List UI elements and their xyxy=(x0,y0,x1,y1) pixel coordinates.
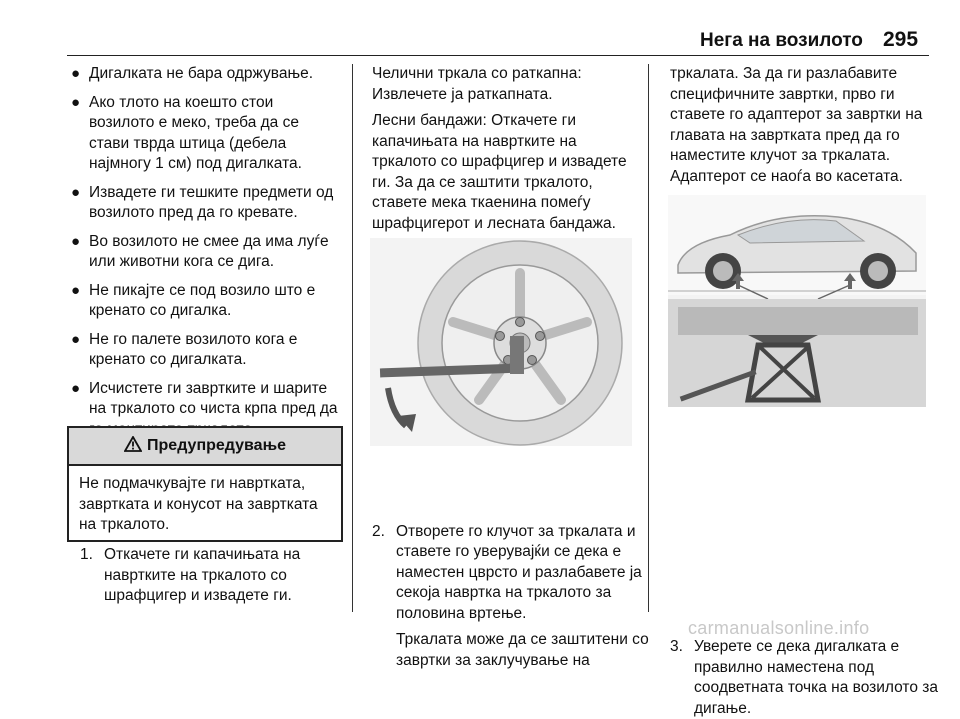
step-number: 3. xyxy=(670,638,683,655)
step-1 xyxy=(80,545,366,607)
warning-triangle-icon xyxy=(124,436,142,457)
bullet-item: ● Ако тлото на коешто стои возилото е меко, треба да се стави тврда штица (дебела најмногу 1 см) под дигалката. xyxy=(71,93,302,172)
watermark: carmanualsonline.info xyxy=(688,618,870,638)
warning-text: Не подмачкувајте ги навртката, завртката и конусот на завртката на тркалото. xyxy=(79,475,318,533)
warning-box xyxy=(67,426,343,542)
step-3 xyxy=(670,637,954,719)
paragraph: Лесни бандажи: Откачете ги капачињата на навртките на тркалото со шрафцигер и извадете ги. За да се заштити тркалото, ставете мека ткаенина помеѓу шрафцигерот и лесната бандажа. xyxy=(372,112,627,232)
bullet-item: ● Извадете ги тешките предмети од возилото пред да го кревате. xyxy=(71,183,334,221)
step-number: 1. xyxy=(80,546,93,563)
step-2 xyxy=(372,522,664,672)
bullet-item: ● Не го палете возилото кога е кренато со дигалката. xyxy=(71,330,298,368)
section-title: Нега на возилото xyxy=(700,30,863,51)
bullet-marker: ● xyxy=(71,281,81,299)
bullet-item: ● Не пикајте се под возило што е кренато со дигалка. xyxy=(71,281,316,319)
bullet-marker: ● xyxy=(71,379,81,397)
step-text: Откачете ги капачињата на навртките на тркалото со шрафцигер и извадете ги. xyxy=(104,546,301,604)
header-divider xyxy=(67,55,929,56)
step-number: 2. xyxy=(372,522,385,540)
warning-header xyxy=(69,428,341,466)
column-3 xyxy=(670,64,930,193)
bullet-marker: ● xyxy=(71,65,81,82)
bullet-list xyxy=(67,64,342,440)
wheel-wrench-illustration xyxy=(370,238,632,446)
bullet-marker: ● xyxy=(71,232,81,250)
column-divider-1 xyxy=(352,64,353,612)
paragraph: Челични тркала со раткапна: Извлечете ја раткапната. xyxy=(372,65,582,103)
bullet-marker: ● xyxy=(71,183,81,201)
step-text: Отворете го клучот за тркалата и ставете го уверувајќи се дека е наместен цврсто и разлабавете ја секоја навртка на тркалото за половина вртење. xyxy=(396,522,642,622)
column-2 xyxy=(372,64,637,240)
warning-title: Предупредување xyxy=(147,437,286,454)
bullet-marker: ● xyxy=(71,330,81,348)
step-text: Уверете се дека дигалката е правилно наместена под соодветната точка на возилото за дигање. xyxy=(694,638,938,717)
page-number: 295 xyxy=(883,28,919,51)
bullet-item: ● Исчистете ги завртките и шарите на тркалото со чиста крпа пред да xyxy=(71,379,338,417)
bullet-marker: ● xyxy=(71,93,81,111)
step-continuation: Тркалата може да се заштитени со завртки за заклучување на xyxy=(396,631,649,669)
paragraph: тркалата. За да ги разлабавите специфичните завртки, прво ги ставете го адаптерот за завртки на главата на завртката пред да го наместите клучот за тркалата. Адаптерот се наоѓа во касетата. xyxy=(670,65,923,185)
car-jack-points-illustration xyxy=(668,195,926,407)
bullet-item: ● Во возилото не смее да има луѓе или животни кога се дига. xyxy=(71,232,329,270)
column-1 xyxy=(67,64,342,448)
bullet-item: ● Дигалката не бара одржување. xyxy=(67,64,342,85)
